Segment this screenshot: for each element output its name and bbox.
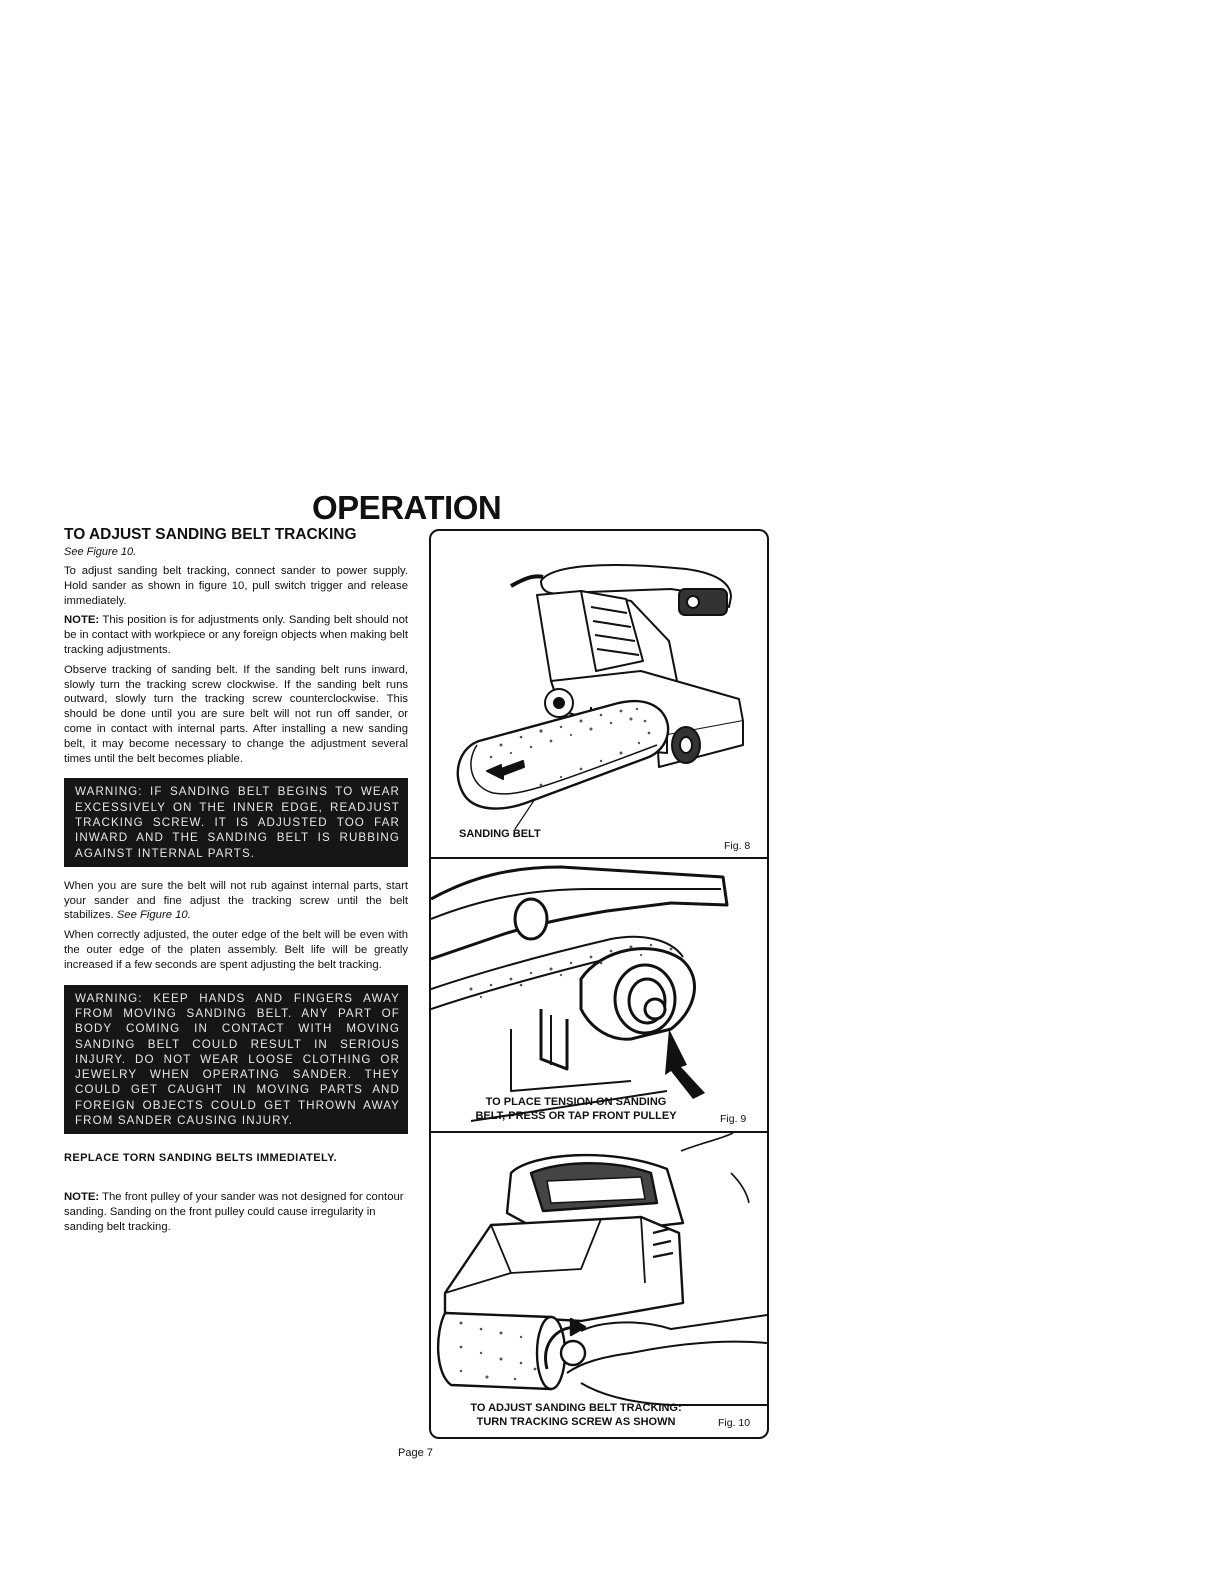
paragraph-fine-adjust bbox=[64, 879, 408, 923]
page-title: OPERATION bbox=[312, 489, 502, 526]
note-text: The front pulley of your sander was not designed for contour sanding. Sanding on the front pulley could cause irregularity in sanding belt tracking. bbox=[64, 1191, 404, 1233]
belt-sander-with-belt-illustration bbox=[431, 531, 767, 857]
fig9-caption-line2: BELT, PRESS OR TAP FRONT PULLEY bbox=[475, 1110, 677, 1122]
page-number: Page 7 bbox=[398, 1447, 433, 1459]
note-front-pulley bbox=[64, 1190, 408, 1234]
warning-box-hands: WARNING: KEEP HANDS AND FINGERS AWAY FROM MOVING SANDING BELT. ANY PART OF BODY COMING IN CONTACT WITH MOVING SANDING BELT COULD RESULT IN SERIOUS INJURY. DO NOT WEAR LOOSE CLOTHING OR JEWELRY WHEN OPERATING SANDER. THEY COULD GET CAUGHT IN MOVING PARTS AND FOREIGN OBJECTS COULD GET THROWN AWAY FROM SANDER CAUSING INJURY. bbox=[64, 985, 408, 1135]
figure-8 bbox=[431, 531, 767, 857]
front-pulley-closeup-illustration bbox=[431, 859, 767, 1131]
figure-9 bbox=[431, 859, 767, 1131]
note-text: This position is for adjustments only. Sanding belt should not be in contact with workpiece or any foreign objects when making belt tracking adjustments. bbox=[64, 614, 408, 656]
figure-10 bbox=[431, 1133, 767, 1435]
figure-number: Fig. 9 bbox=[720, 1113, 747, 1125]
replace-belts-notice: REPLACE TORN SANDING BELTS IMMEDIATELY. bbox=[64, 1152, 338, 1165]
hand-adjusting-tracking-screw-illustration bbox=[431, 1133, 767, 1435]
sanding-belt-label: SANDING BELT bbox=[459, 828, 541, 840]
note-label: NOTE: bbox=[64, 1191, 100, 1204]
figures-frame bbox=[429, 529, 769, 1439]
warning-box-inner-edge: WARNING: IF SANDING BELT BEGINS TO WEAR EXCESSIVELY ON THE INNER EDGE, READJUST TRACKING SCREW. IT IS ADJUSTED TOO FAR INWARD AND THE SANDING BELT IS RUBBING AGAINST INTERNAL PARTS. bbox=[64, 778, 408, 866]
note-label: NOTE: bbox=[64, 614, 100, 627]
fig10-caption-line2: TURN TRACKING SCREW AS SHOWN bbox=[476, 1416, 676, 1428]
section-heading: TO ADJUST SANDING BELT TRACKING bbox=[64, 526, 357, 543]
fig10-caption-line1: TO ADJUST SANDING BELT TRACKING: bbox=[470, 1402, 682, 1414]
instructions-column bbox=[64, 526, 408, 1240]
paragraph-connect: To adjust sanding belt tracking, connect sander to power supply. Hold sander as shown in figure 10, pull switch trigger and release immediately. bbox=[64, 565, 408, 607]
fine-adjust-figure-ref: See Figure 10. bbox=[116, 909, 191, 922]
paragraph-observe-tracking: Observe tracking of sanding belt. If the sanding belt runs inward, slowly turn the tracking screw clockwise. If the sanding belt runs outward, slowly turn the tracking screw counterclockwise. This should be done until you are sure belt will not run off sander, or come in contact with internal parts. After installing a new sanding belt, it may become necessary to change the adjustment several times until the belt becomes pliable. bbox=[64, 663, 408, 765]
note-adjustments bbox=[64, 613, 408, 657]
figure-number: Fig. 8 bbox=[724, 840, 751, 852]
fine-adjust-text: When you are sure the belt will not rub against internal parts, start your sander and fine adjust the tracking screw until the belt stabilizes. bbox=[64, 879, 408, 922]
figure-reference: See Figure 10. bbox=[64, 546, 137, 558]
paragraph-correct-adjustment: When correctly adjusted, the outer edge of the belt will be even with the outer edge of the platen assembly. Belt life will be greatly increased if a few seconds are spent adjusting the belt tracking. bbox=[64, 929, 408, 971]
figure-number: Fig. 10 bbox=[718, 1417, 751, 1429]
fig9-caption-line1: TO PLACE TENSION ON SANDING bbox=[485, 1096, 667, 1108]
